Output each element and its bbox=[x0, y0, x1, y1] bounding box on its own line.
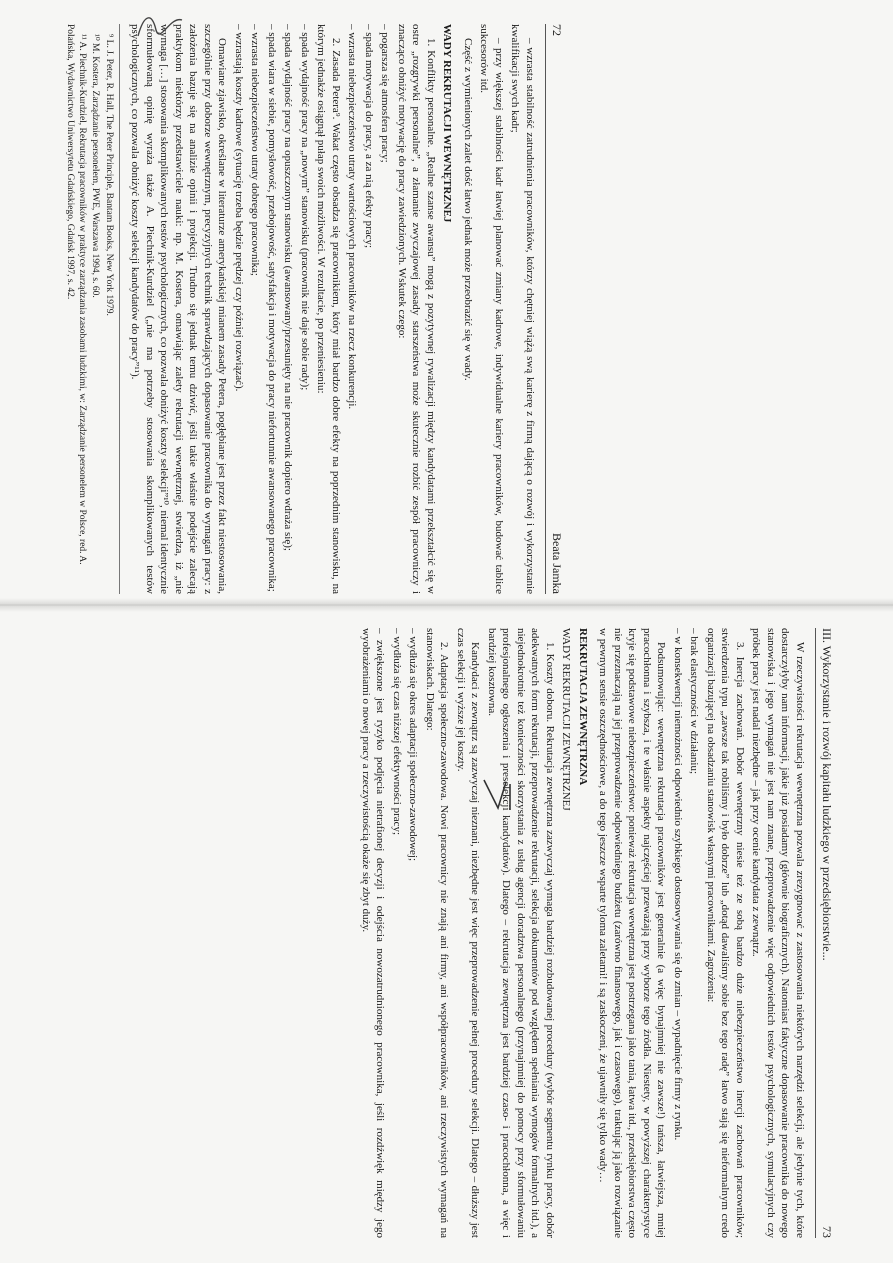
paragraph: 1. Koszty doboru. Rekrutacja zewnętrzna zazwyczaj wymaga bardziej rozbudowanej procedury (wybór segmentu rynku pracy, dobór adekwatnych form rekrutacji, przeprowadzenie rekrutacji, selekcja dokumentów pod względem spełniania wymogów formalnych itd.), a niejednokrotnie też konieczności skorzystania z usług agencji doradztwa personalnego (przynajmniej do pomocy przy sformułowaniu profesjonalnego ogłoszenia i preselekcji kandydatów). Dlatego – rekrutacja zewnętrzna jest bardziej czaso- i pracochłonna, a więc i bardziej kosztowna. bbox=[485, 628, 556, 1238]
list-item: – brak elastyczności w działaniu; bbox=[688, 628, 701, 775]
paragraph: 1. Konflikty personalne. „Realne szanse awansu” mogą z pozytywnej rywalizacji między kandydatami przekształcić się w ostre „rozgrywki personalne”, a złamanie zwyczajowej zasady starszeństwa może skutecznie rozbić zespół pracowniczy i znacząco obniżyć motywację do pracy zawiedzionych. Wskutek czego: bbox=[395, 24, 437, 594]
running-head: Beata Jamka bbox=[550, 533, 564, 594]
page-72 bbox=[34, 24, 564, 594]
footnote: ¹¹ A. Piechnik-Kurdziel, Rekrutacja pracowników w praktyce zarządzania zasobami ludzkimi, w: Zarządzanie personelem w Polsce, red. A. Polańska, Wydawnictwo Uniwersytetu Gdańskiego, Gdańsk 1997, s. 42. bbox=[64, 24, 87, 565]
list-item: – spada wydajność pracy na opuszczonym stanowisku (awansowany/przesunięty na nie pracownik dopiero wdraża się); bbox=[282, 24, 295, 551]
paragraph: 3. Inercja zachowań. Dobór wewnętrzny niesie też ze sobą bardzo duże niebezpieczeństwo inercji zachowań pracowników; stwierdzenia typu „zawsze tak robiliśmy i było dobrze” lub „dotąd dawaliśmy sobie bez tego radę” łatwo stają się nieformalnym credo organizacji bazującej na obsadzaniu stanowisk własnymi pracownikami. Zagrożenia: bbox=[704, 628, 746, 1238]
list-item: – wzrastają koszty kadrowe (sytuację trzeba będzie prędzej czy później rozwiązać). bbox=[232, 24, 245, 392]
page-72-rotated bbox=[34, 24, 564, 594]
body-text bbox=[128, 24, 537, 594]
page-fold-divider bbox=[0, 598, 893, 612]
page-header bbox=[815, 628, 834, 1238]
body-text bbox=[358, 628, 807, 1238]
footnote: ¹⁰ M. Kostera, Zarządzanie personelem, PWE, Warszawa 1994, s. 60. bbox=[90, 34, 101, 298]
paragraph: Kandydaci z zewnątrz są zazwyczaj nieznani, niezbędne jest więc przeprowadzenie pełnej procedury selekcji. Dlatego – dłuższy jest czas selekcji i wyższe jej koszty. bbox=[454, 628, 482, 1238]
page-73-rotated bbox=[34, 628, 834, 1238]
list-item: – spada wydajność pracy na „nowym” stanowisku (pracownik nie daje sobie rady); bbox=[298, 24, 311, 391]
paragraph: Omawiane zjawisko, określane w literaturze amerykańskiej mianem zasady Petera, pogłębiane jest przez fakt niestosowania, szczególnie przy doborze wewnętrznym, precyzyjnych technik sprawdzających dopasowanie pracownika do wymagań pracy: z założenia bazuje się na analizie opinii i projekcji. Trudno się jednak temu dziwić, jeśli takie właśnie podejście zalecają praktykom niektórzy przedstawiciele nauki: np. M. Kostera, omawiając zalety rekrutacji wewnętrznej, stwierdza, iż „nie wymaga […] stosowania skomplikowanych testów psychologicznych, co pozwala obniżyć koszty selekcji”¹⁰, niemal identycznie sformułowaną opinię wyraża także A. Piechnik-Kurdziel („nie ma potrzeby stosowania skomplikowanych testów psychologicznych, co pozwala obniżyć koszty selekcji kandydatów do pracy”¹¹). bbox=[129, 24, 229, 594]
page-73 bbox=[34, 628, 834, 1238]
section-subtitle: WADY REKRUTACJI ZEWNĘTRZNEJ bbox=[560, 628, 573, 811]
paragraph: – wzrasta stabilność zatrudnienia pracowników, którzy chętniej wiążą swą karierę z firmą dającą o rozwój i wykorzystanie kwalifikacji swych kadr; bbox=[509, 24, 536, 594]
page-number: 73 bbox=[820, 1226, 834, 1238]
list-item: – wydłuża się okres adaptacji społeczno-zawodowej; bbox=[407, 628, 420, 862]
paragraph: 2. Adaptacja społeczno-zawodowa. Nowi pracownicy nie znają ani firmy, ani współpracowników, ani rzeczywistych wymagań na stanowiskach. Dlatego: bbox=[423, 628, 451, 1238]
footnote: ⁹ L. J. Peter, R. Hall, The Peter Principle, Bantam Books, New York 1979. bbox=[103, 34, 114, 316]
pen-mark-icon bbox=[130, 6, 190, 50]
list-item: – spada motywacja do pracy, a za nią efekty pracy; bbox=[362, 24, 375, 249]
list-item: – wydłuża się czas niższej efektywności pracy; bbox=[390, 628, 403, 836]
section-title: REKRUTACJA ZEWNĘTRZNA bbox=[576, 628, 589, 786]
paragraph: W rzeczywistości rekrutacja wewnętrzna pozwala zrezygnować z zastosowania niektórych narzędzi selekcji, ale jedynie tych, które dostarczyłyby nam informacji, jakie już posiadamy (głównie biograficznych). Natomiast faktyczne dopasowanie pracownika do nowego stanowiska i jego wymagań nie jest nam znane, przeprowadzenie więc odpowiednich testów psychologicznych, symulacyjnych czy próbek pracy jest nadal niezbędne – jak przy ocenie kandydata z zewnątrz. bbox=[750, 628, 806, 1238]
page-number: 72 bbox=[550, 24, 564, 36]
list-item: – pogarsza się atmosfera pracy; bbox=[379, 24, 392, 163]
list-item: – wzrasta niebezpieczeństwo utraty dobrego pracownika; bbox=[249, 24, 262, 276]
paragraph: Podsumowując: wewnętrzna rekrutacja pracowników jest generalnie (a więc bynajmniej nie zawsze!) tańsza, łatwiejsza, mniej pracochłonna i szybsza, i te właśnie aspekty najczęściej przeważają przy wyborze tego źródła. Niestety, w powyższej charakterystyce kryje się podstawowe niebezpieczeństwo: ponieważ rekrutacja wewnętrzna jest postrzegana jako tania, łatwa itd., przedsiębiorstwa często nie przeznaczają na jej przeprowadzenie odpowiedniego budżetu (zarówno finansowego, jak i czasowego), traktując ją jako rozwiązanie w pewnym sensie oszczędnościowe, a do tego jeszcze wsparte tyloma zaletami! i są zaskoczeni, że ujawniły się tylko wady… bbox=[597, 628, 668, 1238]
page-header bbox=[545, 24, 564, 594]
running-head: III. Wykorzystanie i rozwój kapitału ludzkiego w przedsiębiorstwie... bbox=[820, 628, 834, 961]
list-item: – wzrasta niebezpieczeństwo utraty wartościowych pracowników na rzecz konkurencji. bbox=[346, 24, 359, 410]
footnotes bbox=[63, 24, 119, 594]
paragraph: Część z wymienionych zalet dość łatwo jednak może przeobrazić się w wady. bbox=[461, 38, 474, 381]
list-item: – zwiększone jest ryzyko podjęcia nietrafionej decyzji i odejścia nowozatrudnionego pracownika, jeśli rozdźwięk między jego wyobrażeniami o nowej pracy a rzeczywistością okaże się zbyt duży. bbox=[359, 628, 387, 1238]
check-mark-icon bbox=[476, 770, 526, 820]
list-item: – w konsekwencji niemożności odpowiednio szybkiego dostosowywania się do zmian – wypadnięcie firmy z rynku. bbox=[671, 628, 684, 1141]
paragraph: – przy większej stabilności kadr łatwiej planować zmiany kadrowe, indywidualne kariery pracowników, budować tablice sukcesorów itd. bbox=[478, 24, 505, 594]
section-title: WADY REKRUTACJI WEWNĘTRZNEJ bbox=[441, 24, 454, 223]
paragraph: 2. Zasada Petera⁹. Wakat często obsadza się pracownikiem, który miał bardzo dobre efekty na poprzednim stanowisku, na którym jednakże osiągnął pułap swoich możliwości. W rezultacie, po przeniesieniu: bbox=[315, 24, 342, 594]
list-item: – spada wiara w siebie, pomysłowość, przebojowość, satysfakcja i motywacja do pracy niefortunnie awansowanego pracownika; bbox=[265, 24, 278, 592]
